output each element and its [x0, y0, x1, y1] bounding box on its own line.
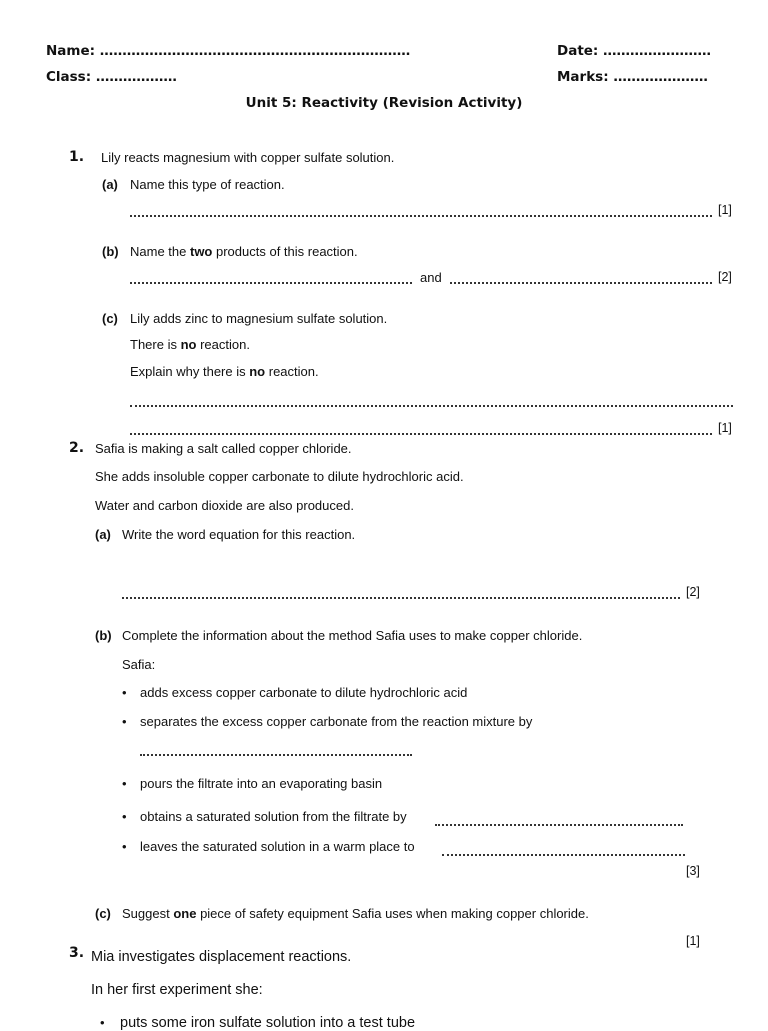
marks-field[interactable]: Marks: ………………… — [557, 69, 708, 85]
name-field[interactable]: Name: …………………………………………………………… — [46, 43, 411, 59]
q2b-bullet-2-answer-line[interactable] — [140, 754, 412, 756]
question-1-stem: Lily reacts magnesium with copper sulfate solution. — [101, 150, 395, 165]
q1c-label: (c) — [102, 311, 118, 326]
bullet-icon: • — [122, 839, 127, 854]
date-field[interactable]: Date: …………………… — [557, 43, 712, 59]
q2b-bullet-1: adds excess copper carbonate to dilute hydrochloric acid — [140, 685, 468, 700]
page-title: Unit 5: Reactivity (Revision Activity) — [245, 95, 523, 111]
q2c-text: Suggest one piece of safety equipment Safia uses when making copper chloride. — [122, 906, 589, 921]
question-2-stem-3: Water and carbon dioxide are also produced. — [95, 498, 354, 513]
q2b-safia: Safia: — [122, 657, 156, 672]
q2a-mark: [2] — [686, 585, 700, 599]
q1a-answer-line[interactable] — [130, 215, 712, 217]
q2c-label: (c) — [95, 906, 111, 921]
q2b-bullet-4: obtains a saturated solution from the filtrate by — [140, 809, 407, 824]
q1c-answer-line-1[interactable] — [130, 405, 733, 407]
q1b-text: Name the two products of this reaction. — [130, 244, 358, 259]
question-3-stem: Mia investigates displacement reactions. — [91, 949, 352, 965]
q2b-bullet-4-answer-line[interactable] — [435, 824, 683, 826]
q1c-mark: [1] — [718, 421, 732, 435]
q1c-line-3: Explain why there is no reaction. — [130, 364, 319, 379]
bullet-icon: • — [122, 714, 127, 729]
q1b-answer-line-1[interactable] — [130, 282, 412, 284]
q2b-bullet-3: pours the filtrate into an evaporating basin — [140, 776, 383, 791]
bullet-icon: • — [122, 685, 127, 700]
bullet-icon: • — [122, 776, 127, 791]
q1b-and: and — [420, 270, 442, 285]
q1a-label: (a) — [102, 177, 118, 192]
q2a-answer-line[interactable] — [122, 597, 680, 599]
q1b-label: (b) — [102, 244, 119, 259]
q1a-mark: [1] — [718, 203, 732, 217]
bullet-icon: • — [122, 809, 127, 824]
q1b-mark: [2] — [718, 270, 732, 284]
question-3-number: 3. — [69, 945, 85, 961]
q2c-mark: [1] — [686, 934, 700, 948]
q1a-text: Name this type of reaction. — [130, 177, 285, 192]
question-3-bullet-1: puts some iron sulfate solution into a test tube — [120, 1015, 416, 1031]
q1c-answer-line-2[interactable] — [130, 433, 712, 435]
q1b-answer-line-2[interactable] — [450, 282, 712, 284]
q2a-label: (a) — [95, 527, 111, 542]
q2a-text: Write the word equation for this reaction. — [122, 527, 356, 542]
question-2-number: 2. — [69, 440, 85, 456]
q2b-text: Complete the information about the method Safia uses to make copper chloride. — [122, 628, 583, 643]
q2b-label: (b) — [95, 628, 112, 643]
q2b-bullet-2: separates the excess copper carbonate from the reaction mixture by — [140, 714, 533, 729]
q2b-mark: [3] — [686, 864, 700, 878]
question-2-stem-2: She adds insoluble copper carbonate to dilute hydrochloric acid. — [95, 469, 464, 484]
bullet-icon: • — [100, 1015, 105, 1030]
question-2-stem-1: Safia is making a salt called copper chloride. — [95, 441, 352, 456]
question-1-number: 1. — [69, 149, 85, 165]
q1c-text: Lily adds zinc to magnesium sulfate solution. — [130, 311, 388, 326]
q2b-bullet-5: leaves the saturated solution in a warm place to — [140, 839, 415, 854]
q2b-bullet-5-answer-line[interactable] — [442, 854, 685, 856]
q1c-line-2: There is no reaction. — [130, 337, 250, 352]
question-3-line-2: In her first experiment she: — [91, 982, 263, 998]
class-field[interactable]: Class: ……………… — [46, 69, 177, 85]
